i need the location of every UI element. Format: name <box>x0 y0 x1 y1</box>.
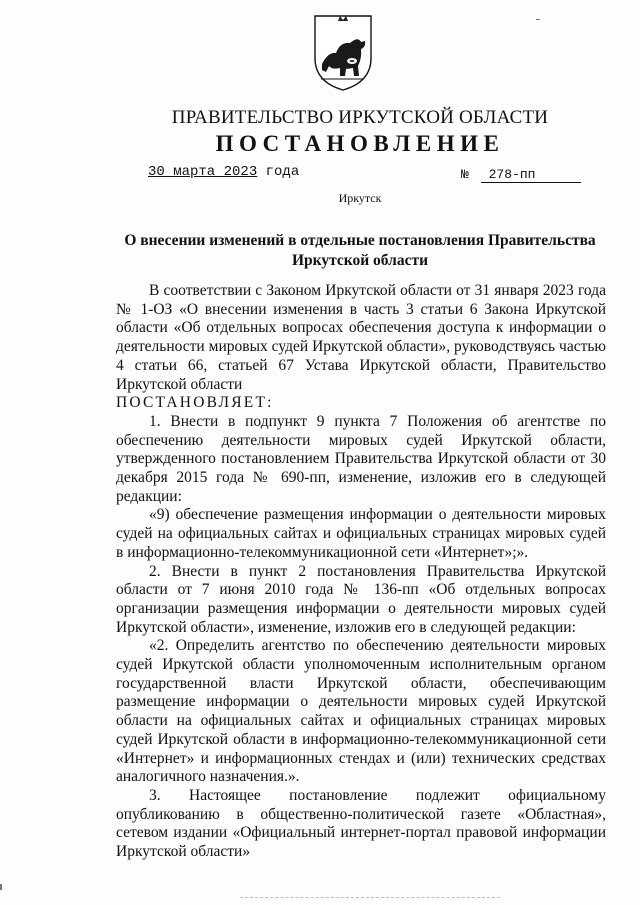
document-number <box>461 167 581 183</box>
scan-speck <box>536 19 540 20</box>
coat-of-arms-emblem <box>312 12 374 92</box>
number-label: № <box>461 167 469 182</box>
item-2-quote: «2. Определить агентство по обеспечению деятельности мировых судей Иркутской области уполномоченным исполнительным органом государственной власти Иркутской области, обеспечивающим размещение информации о деятельности мировых судей Иркутской области на официальных сайтах и официальных страницах мировых судей Иркутской области в информационно-телекоммуникационной сети «Интернет» и информационных стендах и (или) технических средствах аналогичного назначения.». <box>116 637 606 786</box>
organization-name: ПРАВИТЕЛЬСТВО ИРКУТСКОЙ ОБЛАСТИ <box>171 107 549 128</box>
city-name: Иркутск <box>338 191 382 205</box>
item-2-paragraph: 2. Внести в пункт 2 постановления Правительства Иркутской области от 7 июня 2010 года № 136-пп «Об отдельных вопросах организации размещения информации о деятельности мировых судей Иркутской области», изменение, изложив его в следующей редакции: <box>116 562 606 636</box>
item-3-paragraph: 3. Настоящее постановление подлежит официальному опубликованию в общественно-политической газете «Областная», сетевом издании «Официальный интернет-портал правовой информации Иркутской области» <box>116 786 606 861</box>
document-title: О внесении изменений в отдельные постановления Правительства Иркутской области <box>124 232 596 269</box>
preamble-paragraph: В соответствии с Законом Иркутской области от 31 января 2023 года № 1-ОЗ «О внесении изменения в часть 3 статьи 6 Закона Иркутской области «Об отдельных вопросах обеспечения доступа к информации о деятельности мировых судей Иркутской области», руководствуясь частью 4 статьи 66, статьей 67 Устава Иркутской области, Правительство Иркутской области <box>116 282 606 393</box>
document-date <box>148 164 299 180</box>
scan-speck <box>0 884 2 890</box>
item-1-quote: «9) обеспечение размещения информации о деятельности мировых судей на официальных сайтах и официальных страницах мировых судей в информационно-телекоммуникационной сети «Интернет»;». <box>116 506 606 561</box>
date-suffix: года <box>265 164 300 180</box>
scan-artifact-line <box>240 897 500 898</box>
document-body <box>116 282 606 862</box>
document-type: ПОСТАНОВЛЕНИЕ <box>215 131 505 156</box>
number-value: 278-пп <box>481 167 581 183</box>
resolves-keyword: ПОСТАНОВЛЯЕТ: <box>116 394 274 412</box>
date-value: 30 марта 2023 <box>148 164 258 180</box>
item-1-paragraph: 1. Внести в подпункт 9 пункта 7 Положения об агентстве по обеспечению деятельности мировых судей Иркутской области, утвержденного постановлением Правительства Иркутской области от 30 декабря 2015 года № 690-пп, изменение, изложив его в следующей редакции: <box>116 412 606 505</box>
